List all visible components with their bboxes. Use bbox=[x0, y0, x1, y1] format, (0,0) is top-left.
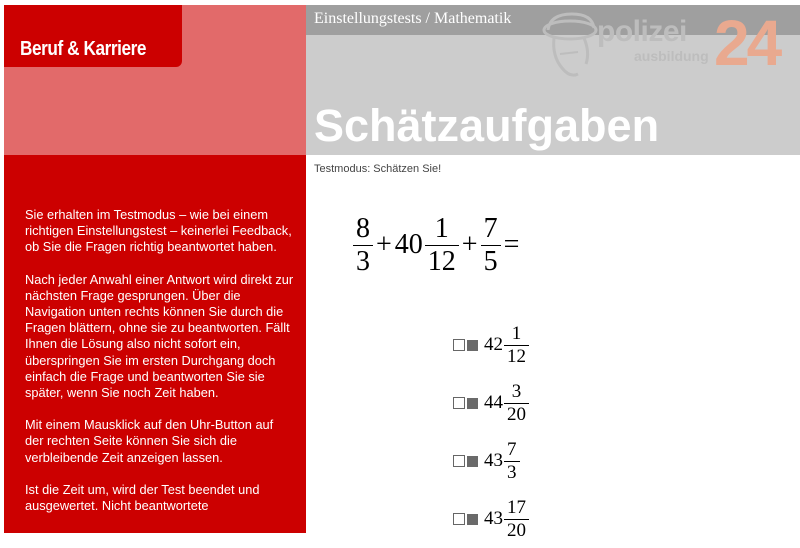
denominator: 3 bbox=[504, 461, 520, 484]
info-paragraph: Nach jeder Anwahl einer Antwort wird direkt zur nächsten Frage gesprungen. Über die Navigation unten rechts können Sie durch die Fragen blättern, ohne sie zu beantworten. Fällt Ihnen die Lösung also nicht sofort ein, überspringen Sie im ersten Durchgang doch einfach die Frage und beantworten Sie sie später, wenn Sie noch Zeit haben. bbox=[25, 271, 294, 401]
checkbox-shade-icon bbox=[467, 514, 478, 525]
whole-number: 42 bbox=[484, 334, 503, 355]
answer-list bbox=[453, 316, 529, 548]
answer-value bbox=[484, 323, 529, 368]
logo-subword: ausbildung bbox=[634, 48, 709, 64]
mode-label: Testmodus: Schätzen Sie! bbox=[314, 163, 442, 175]
brand-label[interactable]: Beruf & Karriere bbox=[20, 38, 147, 60]
answer-option[interactable] bbox=[453, 490, 529, 548]
question-fraction-1 bbox=[353, 213, 373, 278]
denominator: 12 bbox=[504, 345, 529, 368]
checkbox-icon[interactable] bbox=[453, 339, 465, 351]
answer-fraction bbox=[504, 497, 529, 542]
denominator: 20 bbox=[504, 403, 529, 426]
info-text bbox=[25, 207, 295, 530]
checkbox-icon[interactable] bbox=[453, 455, 465, 467]
info-paragraph: Mit einem Mausklick auf den Uhr-Button auf der rechten Seite können Sie sich die verbleibende Zeit anzeigen lassen. bbox=[25, 417, 274, 465]
numerator: 7 bbox=[483, 212, 498, 244]
breadcrumb[interactable]: Einstellungstests / Mathematik bbox=[314, 10, 512, 27]
numerator: 1 bbox=[434, 212, 449, 244]
info-paragraph: Sie erhalten im Testmodus – wie bei einem richtigen Einstellungstest – keinerlei Feedback, ob Sie die Fragen richtig beantwortet haben. bbox=[25, 207, 292, 255]
whole-number: 40 bbox=[394, 229, 423, 260]
answer-option[interactable] bbox=[453, 316, 529, 374]
checkbox-icon[interactable] bbox=[453, 513, 465, 525]
answer-fraction bbox=[504, 323, 529, 368]
numerator: 3 bbox=[511, 380, 522, 402]
denominator: 12 bbox=[425, 245, 459, 278]
whole-number: 44 bbox=[484, 392, 503, 413]
answer-option[interactable] bbox=[453, 432, 529, 490]
answer-value bbox=[484, 381, 529, 426]
question-fraction-3 bbox=[481, 213, 501, 278]
question-fraction-2 bbox=[425, 213, 459, 278]
checkbox-shade-icon bbox=[467, 340, 478, 351]
numerator: 7 bbox=[507, 438, 517, 460]
logo-number: 24 bbox=[714, 7, 780, 79]
equals-sign: = bbox=[503, 229, 520, 260]
whole-number: 43 bbox=[484, 508, 503, 529]
checkbox-icon[interactable] bbox=[453, 397, 465, 409]
numerator: 8 bbox=[356, 212, 370, 244]
denominator: 5 bbox=[481, 245, 501, 278]
answer-option[interactable] bbox=[453, 374, 529, 432]
logo-word: polizei bbox=[597, 15, 687, 48]
denominator: 3 bbox=[353, 245, 373, 278]
plus-sign: + bbox=[461, 229, 478, 260]
answer-value bbox=[484, 497, 529, 542]
numerator: 17 bbox=[507, 496, 526, 518]
answer-value bbox=[484, 439, 520, 484]
info-paragraph: Ist die Zeit um, wird der Test beendet und ausgewertet. Nicht beantwortete bbox=[25, 481, 260, 514]
answer-fraction bbox=[504, 439, 520, 484]
answer-fraction bbox=[504, 381, 529, 426]
numerator: 1 bbox=[511, 322, 522, 344]
question-equation bbox=[353, 204, 522, 286]
left-header-strip bbox=[4, 5, 182, 37]
checkbox-shade-icon bbox=[467, 398, 478, 409]
whole-number: 43 bbox=[484, 450, 503, 471]
checkbox-shade-icon bbox=[467, 456, 478, 467]
plus-sign: + bbox=[376, 229, 392, 260]
page-title: Schätzaufgaben bbox=[314, 100, 660, 151]
denominator: 20 bbox=[504, 519, 529, 542]
